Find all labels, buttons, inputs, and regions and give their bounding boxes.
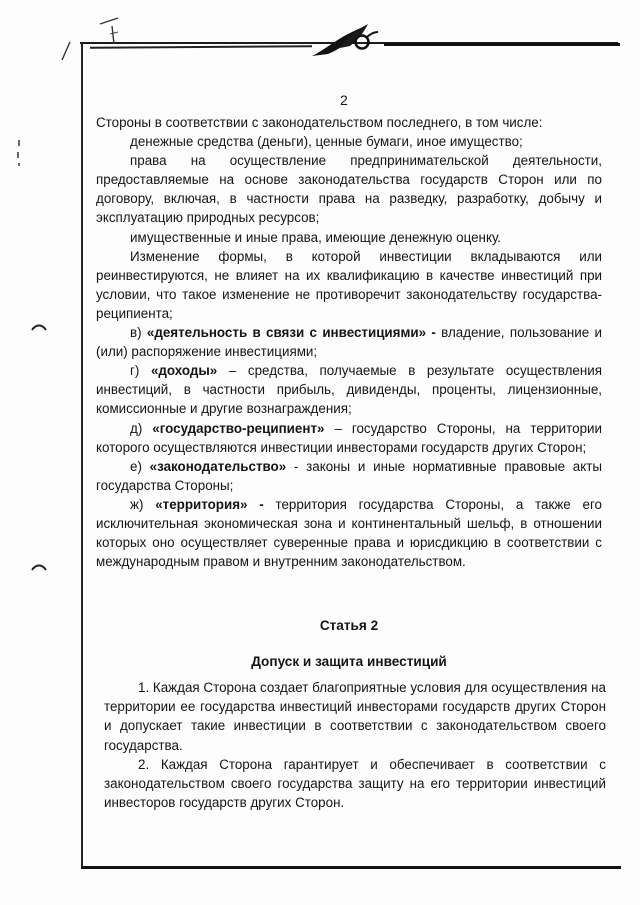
definition-prefix: д): [130, 420, 153, 436]
definition-prefix: г): [130, 363, 151, 379]
article-body-text: [104, 678, 606, 812]
paragraph: права на осуществление предпринимательской деятельности, предоставляемые на основе законодательства государств Сторон или по договору, включая, в частности права на разведку, разработку, добычу и эксплуатацию природных ресурсов;: [96, 153, 602, 226]
ink-speck-icon: [12, 138, 26, 168]
definition-term: «законодательство»: [149, 458, 287, 474]
page-number: 2: [340, 92, 348, 108]
hole-punch-mark-icon: [30, 322, 48, 332]
definition-prefix: ж): [130, 496, 156, 512]
definition-text: - законы и иные нормативные правовые акты государства Стороны;: [96, 458, 602, 493]
definition-prefix: е): [130, 458, 150, 474]
pen-scribble-icon: [96, 14, 136, 50]
definition-term: «деятельность в связи с инвестициями» -: [146, 325, 436, 341]
section-title: Допуск и защита инвестиций: [251, 654, 447, 669]
article-paragraph: 1. Каждая Сторона создает благоприятные условия для осуществления на территории ее государства инвестиций инвесторами государств других Сторон и допускает такие инвестиции в соответствии с законодательством своего государства.: [104, 680, 606, 753]
hole-punch-mark-icon: [30, 562, 48, 572]
pen-mark-icon: [58, 40, 74, 62]
frame-bottom-line: [81, 866, 621, 869]
definition-term: «государство-реципиент»: [152, 420, 325, 436]
paragraph: денежные средства (деньги), ценные бумаги, иное имущество;: [130, 134, 523, 150]
paragraph: Изменение формы, в которой инвестиции вкладываются или реинвестируются, не влияет на их квалификацию в качестве инвестиций при условии, что такое изменение не противоречит законодательству государства- реципиента;: [96, 248, 602, 321]
definition-term: «доходы»: [150, 363, 218, 379]
frame-top-right-line: [384, 43, 620, 46]
definition-paragraph: [96, 495, 602, 571]
definition-paragraph: [96, 361, 602, 418]
definition-text: территория государства Стороны, а также его исключительная экономическая зона и континентальный шельф, в отношении которых оно осуществляет суверенные права и юрисдикцию в соответствии с международным правом и внутренним законодательством.: [96, 496, 602, 570]
frame-left-line: [81, 44, 83, 869]
body-text: [96, 113, 602, 571]
definition-paragraph: [96, 323, 602, 361]
definition-text: – средства, получаемые в результате осуществления инвестиций, в частности прибыль, дивиденды, проценты, лицензионные, комиссионные и другие вознаграждения;: [96, 363, 602, 417]
definition-text: владение, пользование и (или) распоряжение инвестициями;: [96, 325, 603, 360]
definition-text: – государство Стороны, на территории которого осуществляются инвестиции инвесторами государств других Сторон;: [96, 420, 602, 455]
article-paragraph: 2. Каждая Сторона гарантирует и обеспечивает в соответствии с законодательством своего государства защиту на его территории инвестиций инвесторов государств других Сторон.: [104, 756, 606, 811]
definition-paragraph: [96, 419, 602, 457]
definition-paragraph: [96, 457, 602, 495]
paragraph: имущественные и иные права, имеющие денежную оценку.: [130, 229, 502, 245]
bird-logo-icon: [310, 20, 382, 60]
article-title: Статья 2: [319, 618, 379, 633]
definition-term: «территория» -: [155, 496, 264, 512]
definition-prefix: в): [130, 325, 147, 341]
paragraph: Стороны в соответствии с законодательством последнего, в том числе:: [96, 115, 543, 130]
